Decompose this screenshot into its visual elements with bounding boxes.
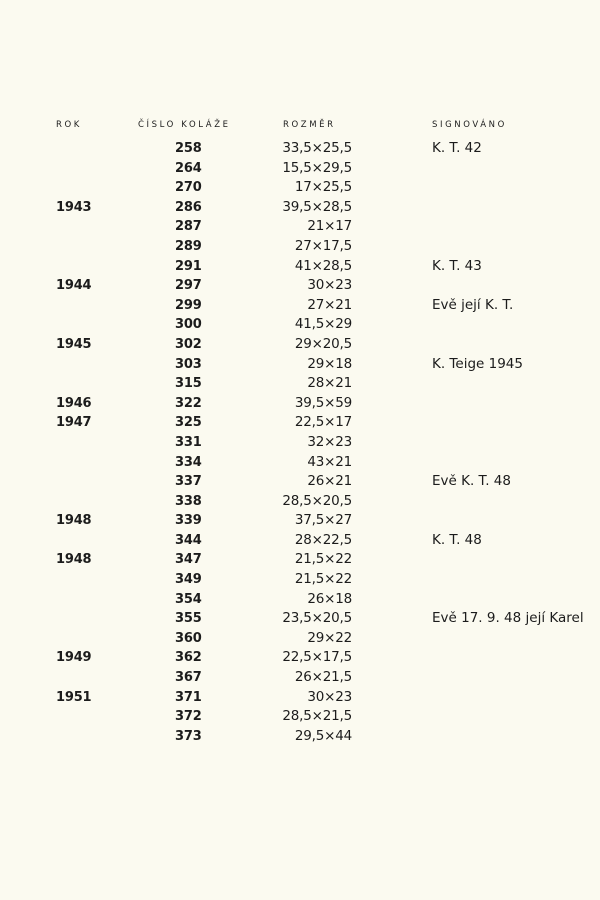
year-cell: 1948 xyxy=(56,552,92,568)
year-cell: 1944 xyxy=(56,278,92,294)
collage-number-cell: 300 xyxy=(175,317,202,333)
year-cell: 1945 xyxy=(56,336,92,352)
collage-number-cell: 297 xyxy=(175,278,202,294)
collage-number-cell: 338 xyxy=(175,493,202,509)
table-row xyxy=(0,472,600,492)
dimensions-cell: 26×18 xyxy=(307,590,352,607)
dimensions-cell: 28×22,5 xyxy=(294,531,352,548)
collage-number-cell: 339 xyxy=(175,513,202,529)
table-row xyxy=(0,531,600,551)
collage-number-cell: 299 xyxy=(175,297,202,313)
collage-number-cell: 373 xyxy=(175,728,202,744)
table-row xyxy=(0,511,600,531)
table-row xyxy=(0,257,600,277)
collage-number-cell: 367 xyxy=(175,670,202,686)
header-cislo-kolaze: ČÍSLO KOLÁŽE xyxy=(138,120,231,130)
header-rozmer: ROZMĚR xyxy=(283,120,336,130)
table-row xyxy=(0,727,600,747)
dimensions-cell: 27×17,5 xyxy=(294,237,352,254)
table-row xyxy=(0,629,600,649)
table-row xyxy=(0,335,600,355)
year-cell: 1949 xyxy=(56,650,92,666)
dimensions-cell: 15,5×29,5 xyxy=(282,159,352,176)
table-row xyxy=(0,217,600,237)
collage-number-cell: 286 xyxy=(175,199,202,215)
collage-number-cell: 344 xyxy=(175,532,202,548)
table-row xyxy=(0,315,600,335)
collage-number-cell: 349 xyxy=(175,572,202,588)
header-rok: ROK xyxy=(56,120,82,130)
dimensions-cell: 29×20,5 xyxy=(294,335,352,352)
table-row xyxy=(0,707,600,727)
dimensions-cell: 21,5×22 xyxy=(294,571,352,588)
collage-number-cell: 315 xyxy=(175,376,202,392)
collage-number-cell: 258 xyxy=(175,141,202,156)
signature-cell: K. Teige 1945 xyxy=(432,355,523,372)
table-row xyxy=(0,159,600,179)
signature-cell: Evě K. T. 48 xyxy=(432,473,511,490)
year-cell: 1943 xyxy=(56,199,92,215)
collage-number-cell: 354 xyxy=(175,591,202,607)
table-row xyxy=(0,237,600,257)
dimensions-cell: 28,5×20,5 xyxy=(282,492,352,509)
table-row xyxy=(0,648,600,668)
table-row xyxy=(0,276,600,296)
dimensions-cell: 26×21 xyxy=(307,473,352,490)
year-cell: 1951 xyxy=(56,689,92,705)
table-body xyxy=(0,139,600,746)
dimensions-cell: 43×21 xyxy=(307,453,352,470)
collage-number-cell: 302 xyxy=(175,336,202,352)
table-row xyxy=(0,688,600,708)
dimensions-cell: 29,5×44 xyxy=(294,727,352,744)
dimensions-cell: 37,5×27 xyxy=(294,512,352,529)
collage-number-cell: 291 xyxy=(175,258,202,274)
collage-number-cell: 289 xyxy=(175,238,202,254)
table-row xyxy=(0,413,600,433)
collage-number-cell: 372 xyxy=(175,709,202,725)
table-row xyxy=(0,296,600,316)
table-header xyxy=(0,120,600,134)
dimensions-cell: 33,5×25,5 xyxy=(282,140,352,156)
collage-number-cell: 360 xyxy=(175,630,202,646)
year-cell: 1947 xyxy=(56,415,92,431)
collage-number-cell: 337 xyxy=(175,474,202,490)
signature-cell: K. T. 43 xyxy=(432,257,482,274)
collage-number-cell: 270 xyxy=(175,180,202,196)
collage-number-cell: 303 xyxy=(175,356,202,372)
dimensions-cell: 39,5×59 xyxy=(294,394,352,411)
dimensions-cell: 23,5×20,5 xyxy=(282,610,352,627)
table-row xyxy=(0,374,600,394)
dimensions-cell: 29×22 xyxy=(307,629,352,646)
table-row xyxy=(0,570,600,590)
dimensions-cell: 41×28,5 xyxy=(294,257,352,274)
dimensions-cell: 21,5×22 xyxy=(294,551,352,568)
table-row xyxy=(0,453,600,473)
dimensions-cell: 30×23 xyxy=(307,688,352,705)
table-row xyxy=(0,433,600,453)
table-row xyxy=(0,492,600,512)
collage-number-cell: 334 xyxy=(175,454,202,470)
collage-number-cell: 264 xyxy=(175,160,202,176)
dimensions-cell: 26×21,5 xyxy=(294,669,352,686)
table-row xyxy=(0,609,600,629)
dimensions-cell: 21×17 xyxy=(307,218,352,235)
collage-number-cell: 362 xyxy=(175,650,202,666)
table-row xyxy=(0,394,600,414)
table-row xyxy=(0,550,600,570)
collage-number-cell: 371 xyxy=(175,689,202,705)
year-cell: 1946 xyxy=(56,395,92,411)
dimensions-cell: 41,5×29 xyxy=(294,316,352,333)
dimensions-cell: 32×23 xyxy=(307,433,352,450)
signature-cell: K. T. 42 xyxy=(432,140,482,156)
table-row xyxy=(0,355,600,375)
signature-cell: Evě 17. 9. 48 její Karel xyxy=(432,610,584,627)
collage-number-cell: 325 xyxy=(175,415,202,431)
dimensions-cell: 30×23 xyxy=(307,277,352,294)
header-signovano: SIGNOVÁNO xyxy=(432,120,507,130)
dimensions-cell: 39,5×28,5 xyxy=(282,198,352,215)
collage-number-cell: 347 xyxy=(175,552,202,568)
table-row xyxy=(0,590,600,610)
signature-cell: K. T. 48 xyxy=(432,531,482,548)
table-row xyxy=(0,178,600,198)
dimensions-cell: 17×25,5 xyxy=(294,179,352,196)
dimensions-cell: 29×18 xyxy=(307,355,352,372)
dimensions-cell: 27×21 xyxy=(307,296,352,313)
collage-number-cell: 331 xyxy=(175,434,202,450)
dimensions-cell: 28×21 xyxy=(307,375,352,392)
collage-number-cell: 287 xyxy=(175,219,202,235)
dimensions-cell: 22,5×17,5 xyxy=(282,649,352,666)
table-row xyxy=(0,668,600,688)
signature-cell: Evě její K. T. xyxy=(432,296,514,313)
dimensions-cell: 22,5×17 xyxy=(294,414,352,431)
year-cell: 1948 xyxy=(56,513,92,529)
table-row xyxy=(0,139,600,159)
collage-number-cell: 322 xyxy=(175,395,202,411)
table-row xyxy=(0,198,600,218)
collage-number-cell: 355 xyxy=(175,611,202,627)
dimensions-cell: 28,5×21,5 xyxy=(282,708,352,725)
